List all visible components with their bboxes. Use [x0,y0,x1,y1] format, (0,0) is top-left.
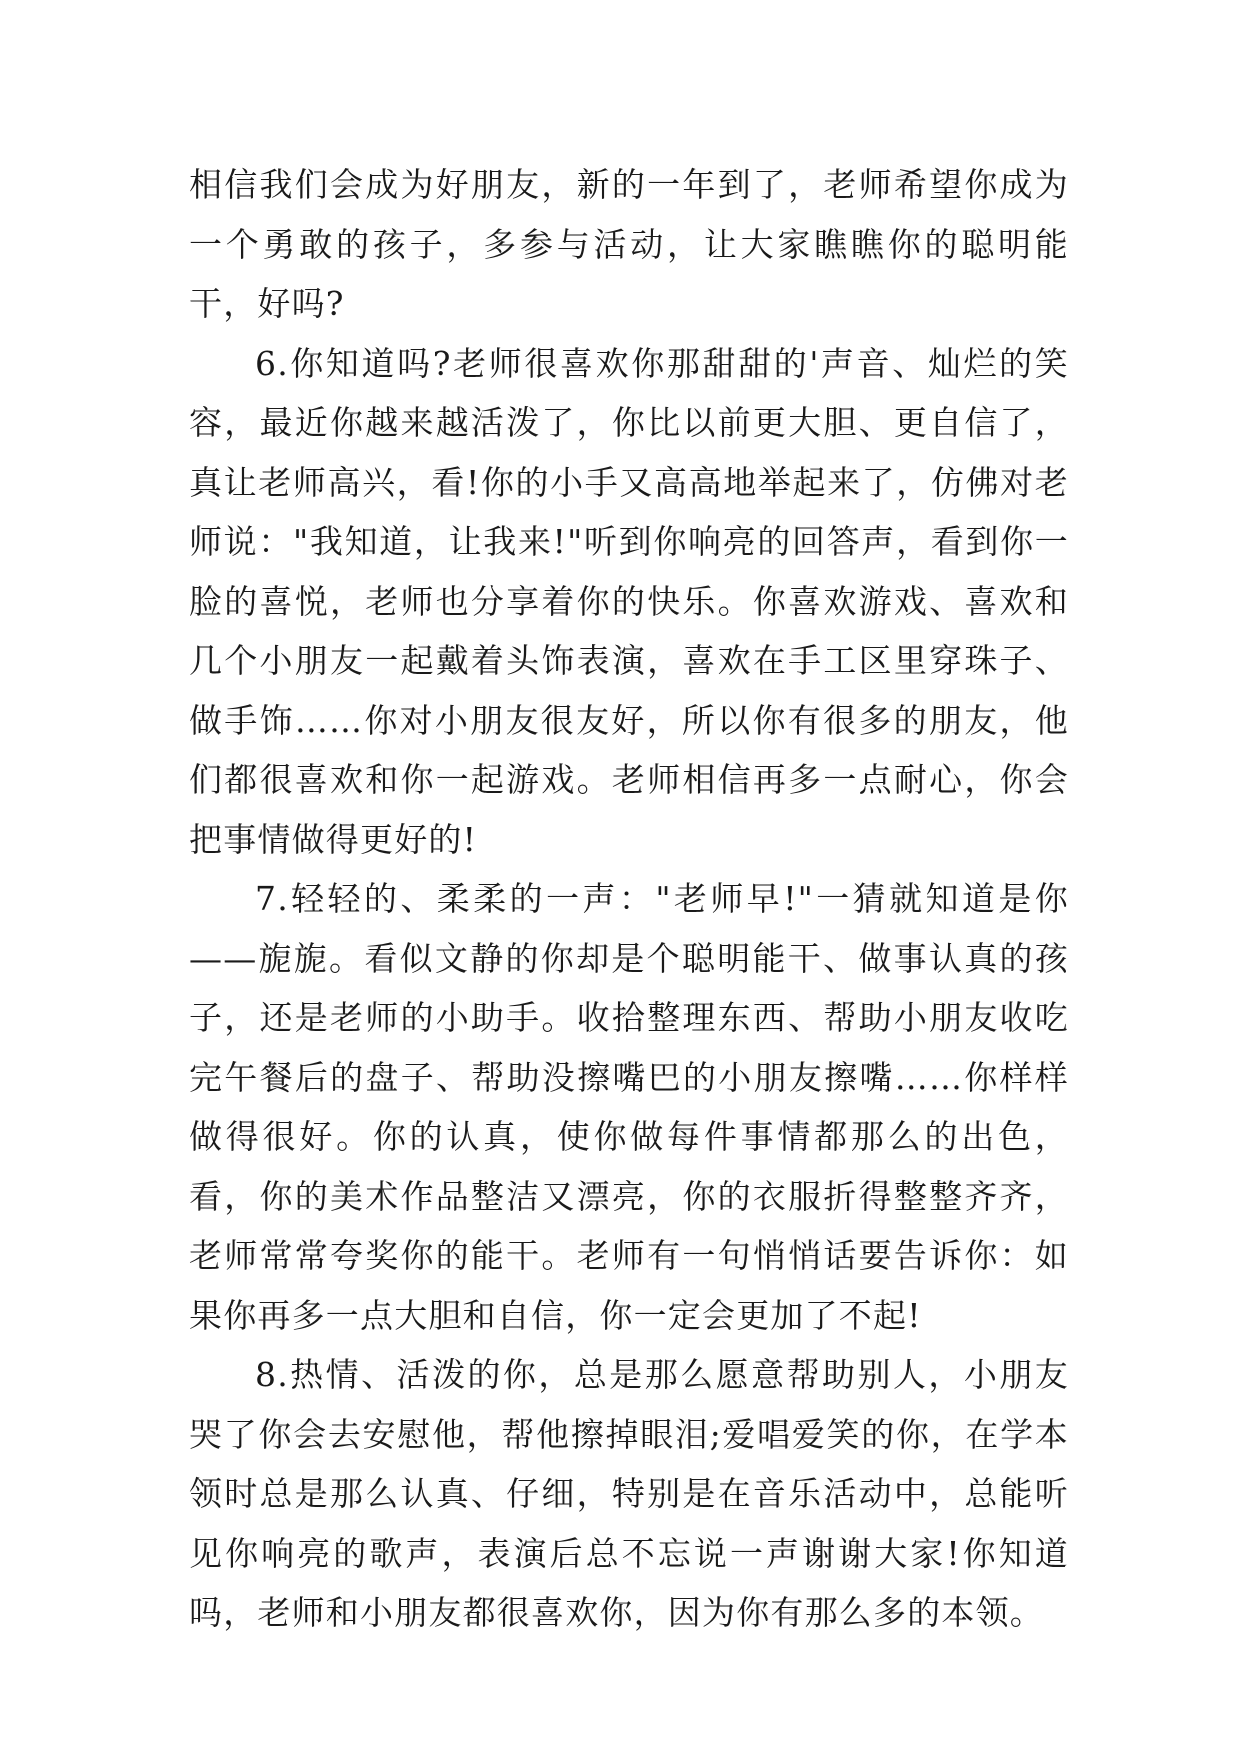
paragraph-5-continuation: 相信我们会成为好朋友，新的一年到了，老师希望你成为一个勇敢的孩子，多参与活动，让大家瞧瞧你的聪明能干，好吗? [189,165,1069,323]
paragraph-6: 6.你知道吗?老师很喜欢你那甜甜的'声音、灿烂的笑容，最近你越来越活泼了，你比以前更大胆、更自信了，真让老师高兴，看!你的小手又高高地举起来了，仿佛对老师说："我知道，让我来!"听到你响亮的回答声，看到你一脸的喜悦，老师也分享着你的快乐。你喜欢游戏、喜欢和几个小朋友一起戴着头饰表演，喜欢在手工区里穿珠子、做手饰……你对小朋友很友好，所以你有很多的朋友，他们都很喜欢和你一起游戏。老师相信再多一点耐心，你会把事情做得更好的! [189,343,1069,859]
paragraph-7: 7.轻轻的、柔柔的一声："老师早!"一猜就知道是你——旎旎。看似文静的你却是个聪明能干、做事认真的孩子，还是老师的小助手。收拾整理东西、帮助小朋友收吃完午餐后的盘子、帮助没擦嘴巴的小朋友擦嘴……你样样做得很好。你的认真，使你做每件事情都那么的出色，看，你的美术作品整洁又漂亮，你的衣服折得整整齐齐，老师常常夸奖你的能干。老师有一句悄悄话要告诉你：如果你再多一点大胆和自信，你一定会更加了不起! [189,879,1069,1335]
document-body [189,155,1069,1643]
paragraph-8: 8.热情、活泼的你，总是那么愿意帮助别人，小朋友哭了你会去安慰他，帮他擦掉眼泪;爱唱爱笑的你，在学本领时总是那么认真、仔细，特别是在音乐活动中，总能听见你响亮的歌声，表演后总不忘说一声谢谢大家!你知道吗，老师和小朋友都很喜欢你，因为你有那么多的本领。 [189,1355,1069,1632]
